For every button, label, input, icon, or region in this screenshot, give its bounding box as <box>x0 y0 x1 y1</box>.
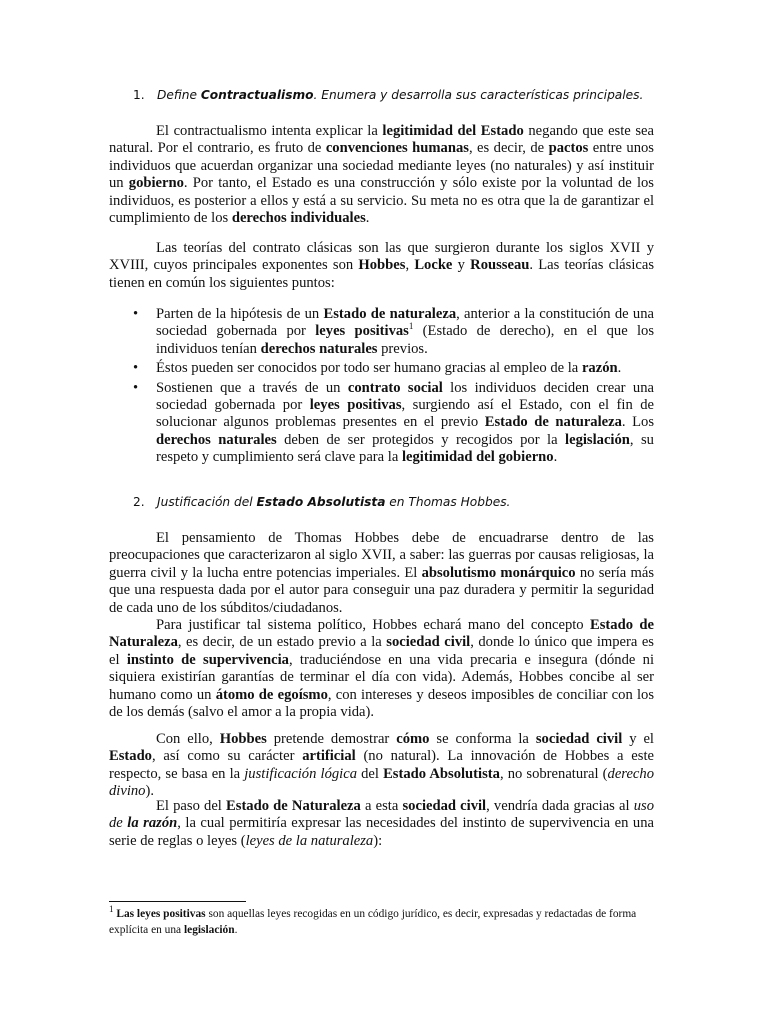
bold-term: Rousseau <box>470 257 530 274</box>
text-run: , así como su carácter <box>151 748 303 765</box>
bold-term: Estado de naturaleza <box>484 414 622 431</box>
bold-term: sociedad civil <box>402 798 487 814</box>
text-run: y <box>452 257 471 274</box>
footnote-ref: 1 <box>109 904 114 915</box>
bold-term: legitimidad del Estado <box>382 123 524 139</box>
bold-term: convenciones humanas <box>325 140 469 157</box>
bold-term: razón <box>581 360 618 377</box>
text-run: . <box>365 210 370 227</box>
section-1-heading-term: Contractualismo <box>200 88 314 102</box>
bold-term: Estado Absolutista <box>383 765 500 782</box>
paragraph <box>109 731 654 801</box>
italic-term: justificación lógica <box>244 765 357 782</box>
bold-term: absolutismo monárquico <box>421 564 576 581</box>
bullet-icon: • <box>133 360 139 377</box>
bullet-text <box>156 306 654 357</box>
bold-term: Locke <box>414 257 453 274</box>
text-run: , es decir, de un estado previo a la <box>177 634 387 651</box>
text-run: . Los <box>621 414 654 431</box>
bold-term: Estado de Naturaleza <box>109 617 654 651</box>
paragraph <box>109 240 654 292</box>
section-2-heading-part: en Thomas Hobbes. <box>385 495 511 509</box>
text-run: Con ello, <box>156 731 220 747</box>
footnote-ref: 1 <box>408 321 414 332</box>
text-run: . Por tanto, el Estado es una construcción y sólo existe por la voluntad de los individuos, es posterior a ellos y está a su servicio. Su meta no es otra que la de garantizar el cumplimiento de los <box>109 175 654 227</box>
bold-term: Estado <box>109 748 152 765</box>
text-run: El paso del <box>156 798 227 814</box>
bold-term: Las leyes positivas <box>116 908 206 920</box>
text-run: , es decir, de <box>468 140 549 157</box>
text-run: entre unos individuos que acuerdan organizar una sociedad mediante leyes (no naturales) y así instituir un <box>109 140 654 192</box>
text-run: (no natural). La innovación de Hobbes a este respecto, se basa en la <box>109 748 654 782</box>
bullet-icon: • <box>133 306 139 322</box>
text-run: a esta <box>360 798 403 814</box>
text-run: negando que este sea natural. Por el contrario, es fruto de <box>109 123 654 157</box>
paragraph <box>109 798 654 850</box>
bold-term: legitimidad del gobierno <box>401 449 554 466</box>
bold-term: derechos naturales <box>156 431 277 448</box>
text-run: deben de ser protegidos y recogidos por la <box>276 431 566 448</box>
italic-term: leyes de la naturaleza <box>245 832 374 849</box>
text-run: pretende demostrar <box>266 731 397 747</box>
text-run: . <box>234 923 238 936</box>
section-2-heading <box>133 495 510 509</box>
text-run: ): <box>373 832 383 849</box>
bold-term: pactos <box>548 140 589 157</box>
bold-term: contrato social <box>347 379 443 396</box>
text-run: El pensamiento de Thomas Hobbes debe de encuadrarse dentro de las preocupaciones que caracterizaron al siglo XVII, a saber: las guerras por causas religiosas, la guerra civil y la lucha entre potencias imperiales. El <box>109 530 654 581</box>
text-run: . Las teorías clásicas tienen en común los siguientes puntos: <box>109 257 655 291</box>
bold-term: Hobbes <box>219 731 267 747</box>
text-run: (Estado de derecho), en el que los individuos tenían <box>156 323 655 357</box>
text-run: , no sobrenatural ( <box>499 765 608 782</box>
text-run: Éstos pueden ser conocidos por todo ser humano gracias al empleo de la <box>156 360 582 377</box>
bold-term: Estado de naturaleza <box>323 306 457 322</box>
bold-term: derechos individuales <box>231 210 366 227</box>
footnote-separator <box>109 901 246 902</box>
bold-term: Hobbes <box>358 257 406 274</box>
bold-term: gobierno <box>128 175 184 192</box>
text-run: . <box>553 449 558 466</box>
bold-term: legislación <box>183 923 235 936</box>
text-run: no sería más que una respuesta dada por el autor para conseguir una paz duradera y permitir la seguridad de cada uno de los súbditos/ciudadanos. <box>109 564 654 616</box>
text-run: . <box>617 360 622 377</box>
bold-term: leyes positivas <box>309 397 402 414</box>
section-1-heading <box>133 88 643 102</box>
text-run: , vendría dada gracias al <box>486 798 634 814</box>
text-run: , la cual permitiría expresar las necesidades del instinto de supervivencia en una serie de reglas o leyes ( <box>109 815 654 849</box>
bullet-item <box>109 360 654 377</box>
section-1-heading-part: . Enumera y desarrolla sus características principales. <box>313 88 644 102</box>
section-2-heading-term: Estado Absolutista <box>256 495 386 509</box>
paragraph <box>109 530 654 617</box>
text-run: , <box>405 257 415 274</box>
text-run: se conforma la <box>429 731 536 747</box>
footnote <box>109 904 657 938</box>
bold-term: derechos naturales <box>260 340 378 357</box>
bold-term: la razón <box>127 815 178 832</box>
text-run: los individuos deciden crear una sociedad gobernada por <box>156 379 654 414</box>
bullet-list <box>109 306 654 469</box>
text-run: del <box>357 765 384 782</box>
text-run: Sostienen que a través de un <box>156 379 348 396</box>
bold-term: Estado de Naturaleza <box>226 798 361 814</box>
text-run: El contractualismo intenta explicar la <box>156 123 383 139</box>
bold-term: instinto de supervivencia <box>126 651 289 668</box>
section-2-number: 2. <box>133 495 145 509</box>
bold-term: sociedad civil <box>386 634 471 651</box>
text-run: , su respeto y cumplimiento será clave para la <box>156 431 654 466</box>
paragraph <box>109 617 654 721</box>
bold-term: cómo <box>396 731 430 747</box>
text-run: y el <box>622 731 654 747</box>
section-1-number: 1. <box>133 88 145 102</box>
bullet-text <box>156 360 621 376</box>
bullet-icon: • <box>133 379 139 396</box>
text-run: , traduciéndose en una vida precaria e insegura (dónde ni siquiera existirían garantías de terminar el día con vida). Además, Hobbes concibe al ser humano como un <box>109 651 654 703</box>
section-2-heading-part: Justificación del <box>157 495 257 509</box>
text-run: son aquellas leyes recogidas en un código jurídico, es decir, expresadas y redactadas de forma explícita en una <box>109 908 637 936</box>
bold-term: legislación <box>565 431 630 448</box>
section-1-heading-part: Define <box>157 88 201 102</box>
paragraph <box>109 123 654 227</box>
italic-term: derecho divino <box>109 765 654 800</box>
bold-term: artificial <box>302 748 356 765</box>
text-run: Parten de la hipótesis de un <box>156 306 324 322</box>
italic-term: uso de <box>109 798 654 832</box>
bold-term: sociedad civil <box>535 731 623 747</box>
text-run: Para justificar tal sistema político, Hobbes echará mano del concepto <box>156 617 591 633</box>
bold-term: leyes positivas <box>315 323 409 340</box>
text-run: previos. <box>377 340 428 357</box>
bullet-text <box>156 380 654 466</box>
text-run: , con intereses y deseos imposibles de conciliar con los de los demás (salvo el amor a la propia vida). <box>109 686 654 721</box>
text-run: , surgiendo así el Estado, con el fin de solucionar algunos problemas presentes en el previo <box>156 397 655 431</box>
text-run: Las teorías del contrato clásicas son las que surgieron durante los siglos XVII y XVIII, cuyos principales exponentes son <box>109 240 654 274</box>
bullet-item <box>109 306 654 358</box>
text-run: ). <box>145 783 154 800</box>
text-run: , anterior a la constitución de una sociedad gobernada por <box>156 306 655 340</box>
bullet-item <box>109 380 654 467</box>
bold-term: átomo de egoísmo <box>215 686 328 703</box>
text-run: , donde lo único que impera es el <box>109 634 654 668</box>
